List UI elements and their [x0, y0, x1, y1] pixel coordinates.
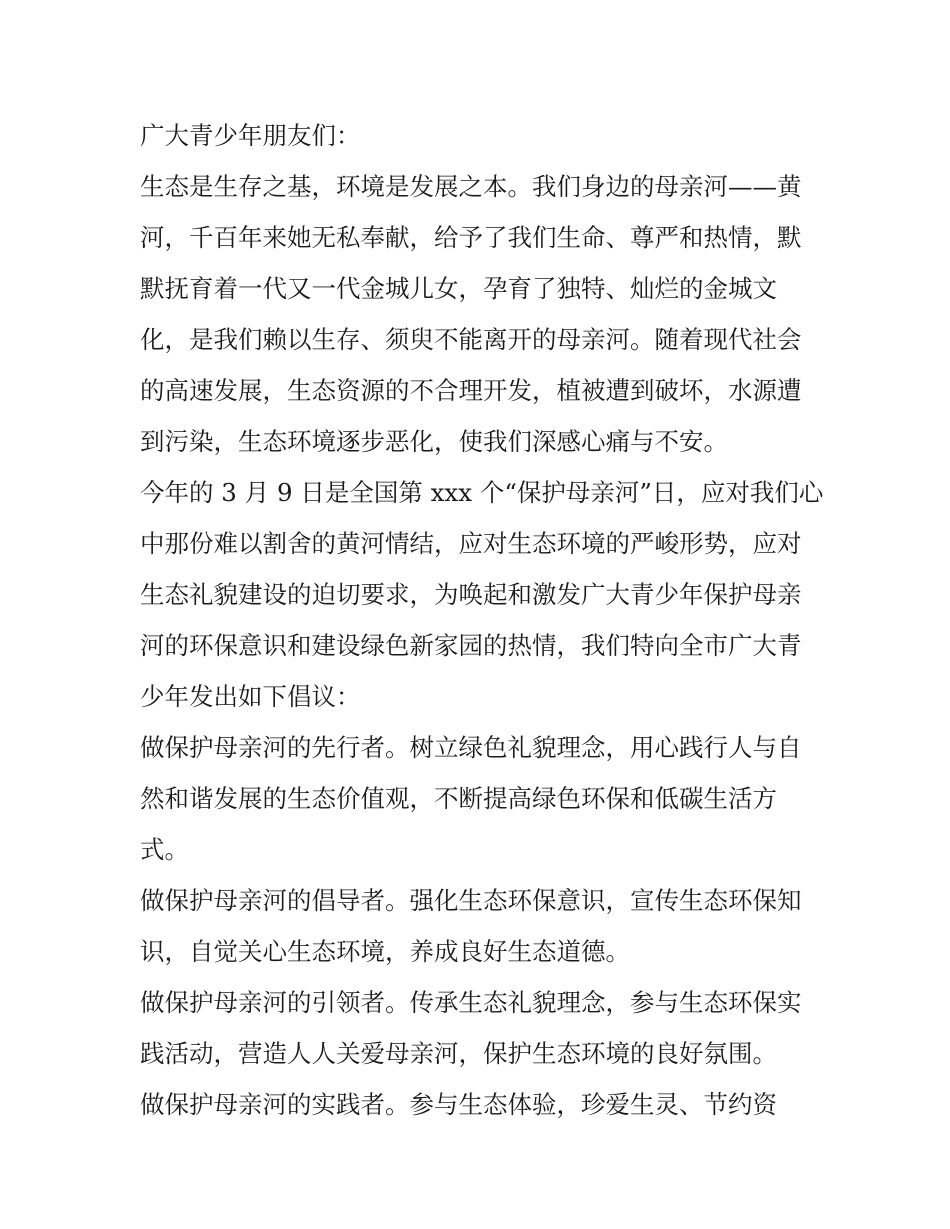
text-line: 少年发出如下倡议：	[140, 682, 361, 711]
paragraph-intro	[140, 161, 820, 467]
text-line: 的高速发展，生态资源的不合理开发，植被遭到破坏，水源遭	[140, 376, 802, 405]
text-line: 到污染，生态环境逐步恶化，使我们深感心痛与不安。	[140, 427, 728, 456]
paragraph-pioneer	[140, 722, 820, 875]
text-line: 做保护母亲河的引领者。传承生态礼貌理念，参与生态环保实	[140, 988, 802, 1017]
paragraph-practitioner	[140, 1079, 820, 1130]
greeting-line: 广大青少年朋友们：	[140, 121, 361, 150]
text-line: 化，是我们赖以生存、须臾不能离开的母亲河。随着现代社会	[140, 325, 802, 354]
text-line: 河的环保意识和建设绿色新家园的热情，我们特向全市广大青	[140, 631, 802, 660]
paragraph-proposal	[140, 467, 824, 722]
text-line: 河，千百年来她无私奉献，给予了我们生命、尊严和热情，默	[140, 223, 802, 252]
text-line: 做保护母亲河的倡导者。强化生态环保意识，宣传生态环保知	[140, 886, 802, 915]
paragraph-leader	[140, 977, 820, 1079]
text-line: 生态是生存之基，环境是发展之本。我们身边的母亲河——黄	[140, 172, 802, 201]
text-line: 式。	[140, 835, 189, 864]
text-line: 做保护母亲河的实践者。参与生态体验，珍爱生灵、节约资	[140, 1090, 777, 1119]
text-line: 做保护母亲河的先行者。树立绿色礼貌理念，用心践行人与自	[140, 733, 802, 762]
text-line: 默抚育着一代又一代金城儿女，孕育了独特、灿烂的金城文	[140, 274, 777, 303]
paragraph-advocate	[140, 875, 820, 977]
text-line: 践活动，营造人人关爱母亲河，保护生态环境的良好氛围。	[140, 1039, 777, 1068]
text-line: 生态礼貌建设的迫切要求，为唤起和激发广大青少年保护母亲	[140, 580, 802, 609]
document-body	[140, 110, 824, 1130]
text-line: 识，自觉关心生态环境，养成良好生态道德。	[140, 937, 630, 966]
text-line: 然和谐发展的生态价值观，不断提高绿色环保和低碳生活方	[140, 784, 777, 813]
greeting-paragraph	[140, 110, 820, 161]
text-line: 中那份难以割舍的黄河情结，应对生态环境的严峻形势，应对	[140, 529, 802, 558]
text-line: 今年的 3 月 9 日是全国第 xxx 个“保护母亲河”日，应对我们心	[140, 478, 824, 507]
